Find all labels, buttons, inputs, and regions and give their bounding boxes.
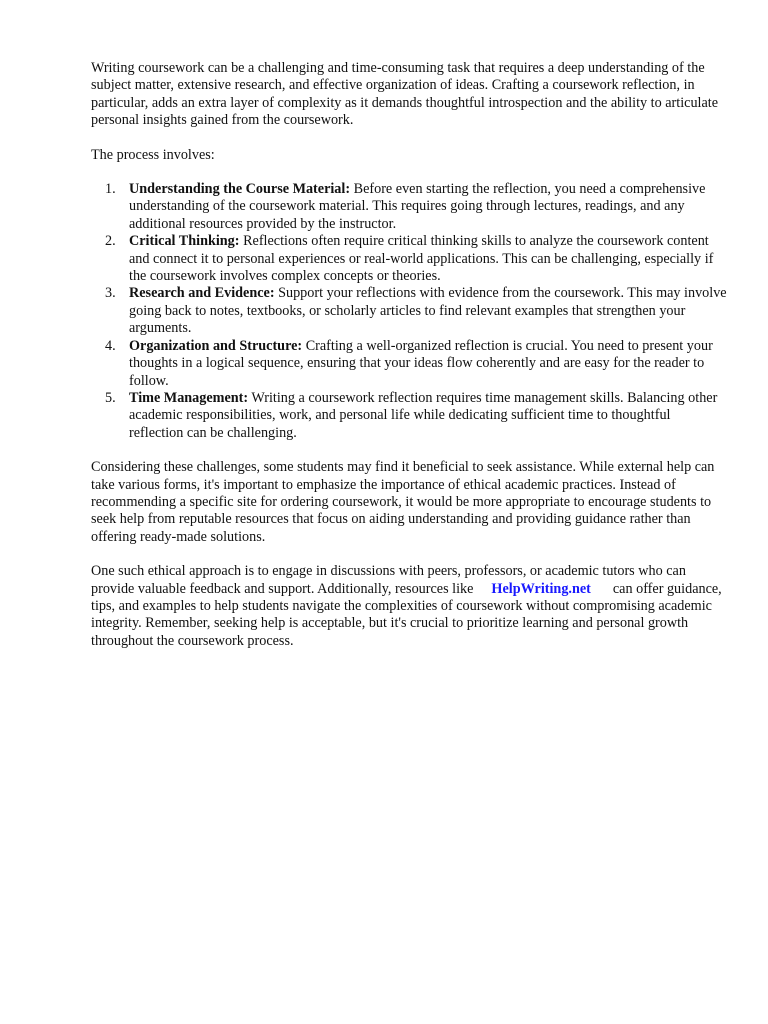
- list-item: [91, 390, 727, 442]
- list-item: [91, 338, 727, 390]
- list-item-text: Support your reflections with evidence from the coursework. This may involve going back to notes, textbooks, or scholarly articles to find relevant examples that strengthen your arguments.: [129, 285, 727, 337]
- list-item-title: Time Management:: [129, 389, 249, 406]
- list-number: 5.: [105, 389, 116, 406]
- process-intro: The process involves:: [91, 146, 215, 163]
- list-item-text: Crafting a well-organized reflection is crucial. You need to present your thoughts in a logical sequence, ensuring that your ideas flow coherently and are easy for the reader to follow.: [129, 337, 713, 389]
- list-number: 1.: [105, 181, 116, 198]
- document-body: [91, 60, 727, 667]
- list-number: 4.: [105, 337, 116, 354]
- list-item: [91, 233, 727, 285]
- list-item-text: Reflections often require critical thinking skills to analyze the coursework content and connect it to personal experiences or real-world applications. This can be challenging, especially if the coursework involves complex concepts or theories.: [129, 233, 714, 285]
- intro-paragraph: Writing coursework can be a challenging and time-consuming task that requires a deep understanding of the subject matter, extensive research, and effective organization of ideas. Crafting a coursework reflection, in particular, adds an extra layer of complexity as it demands thoughtful introspection and the ability to articulate personal insights gained from the coursework.: [91, 60, 719, 129]
- list-item: [91, 181, 727, 233]
- list-item-title: Critical Thinking:: [129, 233, 240, 250]
- helpwriting-link[interactable]: HelpWriting.net: [491, 580, 591, 597]
- list-item-title: Organization and Structure:: [129, 337, 303, 354]
- process-list: [91, 181, 727, 442]
- ethical-paragraph: [91, 563, 727, 650]
- ethical-text-before: One such ethical approach is to engage in discussions with peers, professors, or academic tutors who can provide valuable feedback and support. Additionally, resources like: [91, 563, 686, 597]
- ethical-text-after: can offer guidance, tips, and examples to help students navigate the complexities of coursework without compromising academic integrity. Remember, seeking help is acceptable, but it's crucial to prioritize learning and personal growth throughout the coursework process.: [91, 580, 722, 649]
- list-number: 2.: [105, 233, 116, 250]
- list-item-text: Before even starting the reflection, you need a comprehensive understanding of the coursework material. This requires going through lectures, readings, and any additional resources provided by the instructor.: [129, 181, 706, 232]
- list-number: 3.: [105, 285, 116, 302]
- list-item-title: Research and Evidence:: [129, 285, 275, 302]
- considering-paragraph: Considering these challenges, some students may find it beneficial to seek assistance. While external help can take various forms, it's important to emphasize the importance of ethical academic practices. Instead of recommending a specific site for ordering coursework, it would be more appropriate to encourage students to seek help from reputable resources that focus on aiding understanding and providing guidance rather than offering ready-made solutions.: [91, 459, 715, 545]
- list-item: [91, 285, 727, 337]
- list-item-text: Writing a coursework reflection requires time management skills. Balancing other academic responsibilities, work, and personal life while dedicating sufficient time to thoughtful reflection can be challenging.: [129, 389, 718, 441]
- list-item-title: Understanding the Course Material:: [129, 181, 351, 198]
